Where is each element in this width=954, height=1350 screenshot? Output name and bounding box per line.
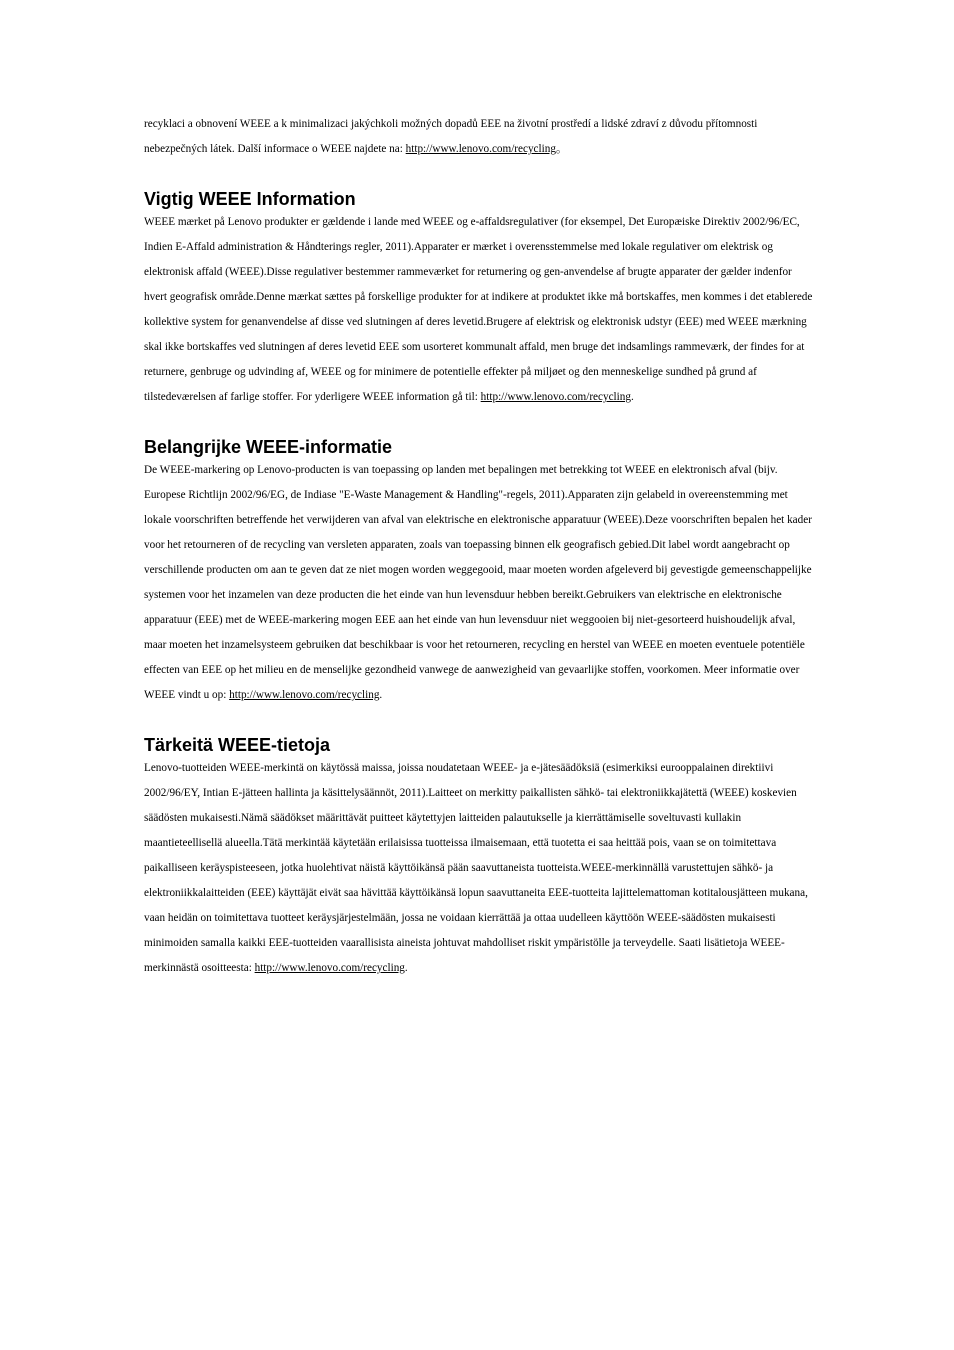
section-tail-danish: .: [630, 391, 634, 403]
section-heading-danish: Vigtig WEEE Information: [144, 189, 356, 209]
intro-tail: 。: [555, 143, 568, 155]
section-text-danish: WEEE mærket på Lenovo produkter er gældende i lande med WEEE og e-affaldsregulativer (for eksempel, Det Europæiske Direktiv 2002/96/EC, Indien E-Affald administration & Håndterings regler, 2011).Apparater er mærket i overensstemmelse med lokale regulativer om elektrisk og elektronisk affald (WEEE).Disse regulativer bestemmer rammeværket for returnering og gen-anvendelse af brugte apparater der gælder indenfor hvert geografisk område.Denne mærkat sættes på forskellige produkter for at indikere at produktet ikke må bortskaffes, men kommes i det etablerede kollektive system for genanvendelse af disse ved slutningen af deres levetid.Brugere af elektrisk og elektronisk udstyr (EEE) med WEEE mærkning skal ikke bortskaffes ved slutningen af deres levetid EEE som usorteret kommunalt affald, men bruge det indsamlings rammeværk, der findes for at returnere, genbruge og udvinding af, WEEE og for minimere de potentielle effekter på miljøet og den menneskelige sundhed på grund af tilstedeværelsen af farlige stoffer. For yderligere WEEE information gå til:: [144, 216, 813, 403]
recycling-link-danish[interactable]: http://www.lenovo.com/recycling: [480, 391, 631, 403]
intro-recycling-link[interactable]: http://www.lenovo.com/recycling: [405, 143, 556, 155]
document-page: [144, 112, 816, 981]
recycling-link-finnish[interactable]: http://www.lenovo.com/recycling: [254, 962, 405, 974]
section-heading-finnish: Tärkeitä WEEE-tietoja: [144, 735, 331, 755]
section-tail-dutch: .: [379, 689, 383, 701]
section-text-finnish: Lenovo-tuotteiden WEEE-merkintä on käytössä maissa, joissa noudatetaan WEEE- ja e-jätesäädöksiä (esimerkiksi eurooppalainen direktiivi 2002/96/EY, Intian E-jätteen hallinta ja käsittelysäännöt, 2011).Laitteet on merkitty paikallisten sähkö- tai elektroniikkajätettä (WEEE) koskevien säädösten mukaisesti.Nämä säädökset määrittävät puitteet käytettyjen laitteiden palautukselle ja kierrättämiselle soveltuvasti kullakin maantieteellisellä alueella.Tätä merkintää käytetään erilaisissa tuotteissa ilmaisemaan, että tuotetta ei saa heittää pois, vaan se on toimitettava paikalliseen keräyspisteeseen, jotka huolehtivat näistä käyttöikänsä pään saavuttaneista tuotteista.WEEE-merkinnällä varustettujen sähkö- ja elektroniikkalaitteiden (EEE) käyttäjät eivät saa hävittää käyttöikänsä lopun saavuttaneita EEE-tuotteita lajittelemattoman kotitalousjätteen mukana, vaan heidän on toimitettava tuotteet keräysjärjestelmään, jossa ne voidaan kierrättää ja ottaa uudelleen käyttöön WEEE-säädösten mukaisesti minimoiden samalla kaikki EEE-tuotteiden vaarallisista aineista johtuvat mahdolliset riskit ympäristölle ja terveydelle. Saati lisätietoja WEEE-merkinnästä osoitteesta:: [144, 762, 808, 974]
recycling-link-dutch[interactable]: http://www.lenovo.com/recycling: [229, 689, 380, 701]
section-finnish: [144, 734, 816, 981]
section-paragraph-finnish: [144, 756, 816, 981]
intro-text: recyklaci a obnovení WEEE a k minimalizaci jakýchkoli možných dopadů EEE na životní prostředí a lidské zdraví z důvodu přítomnosti nebezpečných látek. Další informace o WEEE najdete na:: [144, 118, 758, 155]
section-dutch: [144, 436, 816, 708]
section-text-dutch: De WEEE-markering op Lenovo-producten is van toepassing op landen met bepalingen met betrekking tot WEEE en elektronisch afval (bijv. Europese Richtlijn 2002/96/EG, de Indiase "E-Waste Management & Handling"-regels, 2011).Apparaten zijn gelabeld in overeenstemming met lokale voorschriften betreffende het verwijderen van afval van elektrische en elektronische apparatuur (WEEE).Deze voorschriften bepalen het kader voor het retourneren of de recycling van versleten apparaten, zoals van toepassing binnen elk geografisch gebied.Dit label wordt aangebracht op verschillende producten om aan te geven dat ze niet mogen worden weggegooid, maar moeten worden afgeleverd bij gevestigde gemeenschappelijke systemen voor het inzamelen van deze producten die het einde van hun levensduur hebben bereikt.Gebruikers van elektrische en elektronische apparatuur (EEE) met de WEEE-markering mogen EEE aan het einde van hun levensduur niet weggooien bij niet-gesorteerd huishoudelijk afval, maar moeten het inzamelsysteem gebruiken dat beschikbaar is voor het retourneren, recycling en herstel van WEEE en moeten eventuele potentiële effecten van EEE op het milieu en de menselijke gezondheid vanwege de aanwezigheid van gevaarlijke stoffen, voorkomen. Meer informatie over WEEE vindt u op:: [144, 464, 812, 701]
section-tail-finnish: .: [404, 962, 408, 974]
section-heading-dutch: Belangrijke WEEE-informatie: [144, 437, 393, 457]
section-danish: [144, 188, 816, 410]
section-paragraph-danish: [144, 210, 816, 410]
section-paragraph-dutch: [144, 458, 816, 708]
intro-paragraph: [144, 112, 816, 162]
